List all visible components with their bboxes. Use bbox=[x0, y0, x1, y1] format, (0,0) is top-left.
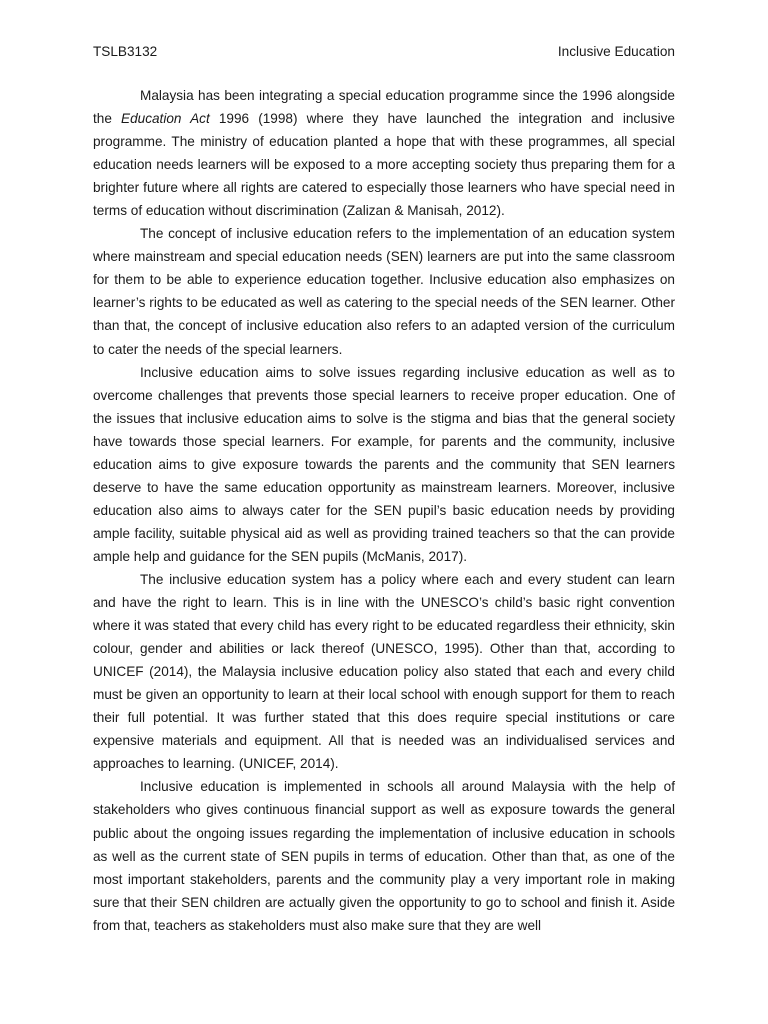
body-text bbox=[93, 84, 675, 937]
course-title: Inclusive Education bbox=[557, 44, 675, 59]
course-code: TSLB3132 bbox=[93, 44, 158, 59]
paragraph-intro bbox=[93, 84, 675, 222]
paragraph-intro-start: Malaysia has been integrating a special education programme since the 1996 alongside the bbox=[93, 88, 675, 127]
paragraph-policy: The inclusive education system has a policy where each and every student can learn and have the right to learn. This is in line with the UNESCO’s child’s basic right convention where it was stated that every child has every right to be educated regardless their ethnicity, skin colour, gender and abilities or lack thereof (UNESCO, 1995). Other than that, according to UNICEF (2014), the Malaysia inclusive education policy also stated that each and every child must be given an opportunity to learn at their local school with enough support for them to reach their full potential. It was further stated that this does require special institutions or care expensive materials and equipment. All that is needed was an individualised services and approaches to learning. (UNICEF, 2014). bbox=[93, 571, 675, 772]
paragraph-concept: The concept of inclusive education refers to the implementation of an education system where mainstream and special education needs (SEN) learners are put into the same classroom for them to be able to experience education together. Inclusive education also emphasizes on learner’s rights to be educated as well as catering to the special needs of the SEN learner. Other than that, the concept of inclusive education also refers to an adapted version of the curriculum to cater the needs of the special learners. bbox=[93, 226, 675, 357]
paragraph-intro-end: 1996 (1998) where they have launched the integration and inclusive programme. The ministry of education planted a hope that with these programmes, all special education needs learners will be exposed to a more accepting society thus preparing them for a brighter future where all rights are catered to especially those learners who have special need in terms of education without discrimination (Zalizan & Manisah, 2012). bbox=[93, 111, 675, 219]
education-act-title: Education Act bbox=[121, 111, 210, 127]
page-header bbox=[93, 42, 675, 62]
paragraph-stakeholders: Inclusive education is implemented in schools all around Malaysia with the help of stakeholders who gives continuous financial support as well as exposure towards the general public about the ongoing issues regarding the implementation of inclusive education in schools as well as the current state of SEN pupils in terms of education. Other than that, as one of the most important stakeholders, parents and the community play a very important role in making sure that their SEN children are actually given the opportunity to go to school and finish it. Aside from that, teachers as stakeholders must also make sure that they are well bbox=[93, 779, 675, 933]
paragraph-aims: Inclusive education aims to solve issues regarding inclusive education as well as to overcome challenges that prevents those special learners to receive proper education. One of the issues that inclusive education aims to solve is the stigma and bias that the general society have towards those special learners. For example, for parents and the community, inclusive education aims to give exposure towards the parents and the community that SEN learners deserve to have the same education opportunity as mainstream learners. Moreover, inclusive education also aims to always cater for the SEN pupil’s basic education needs by providing ample facility, suitable physical aid as well as providing trained teachers so that the can provide ample help and guidance for the SEN pupils (McManis, 2017). bbox=[93, 364, 675, 564]
